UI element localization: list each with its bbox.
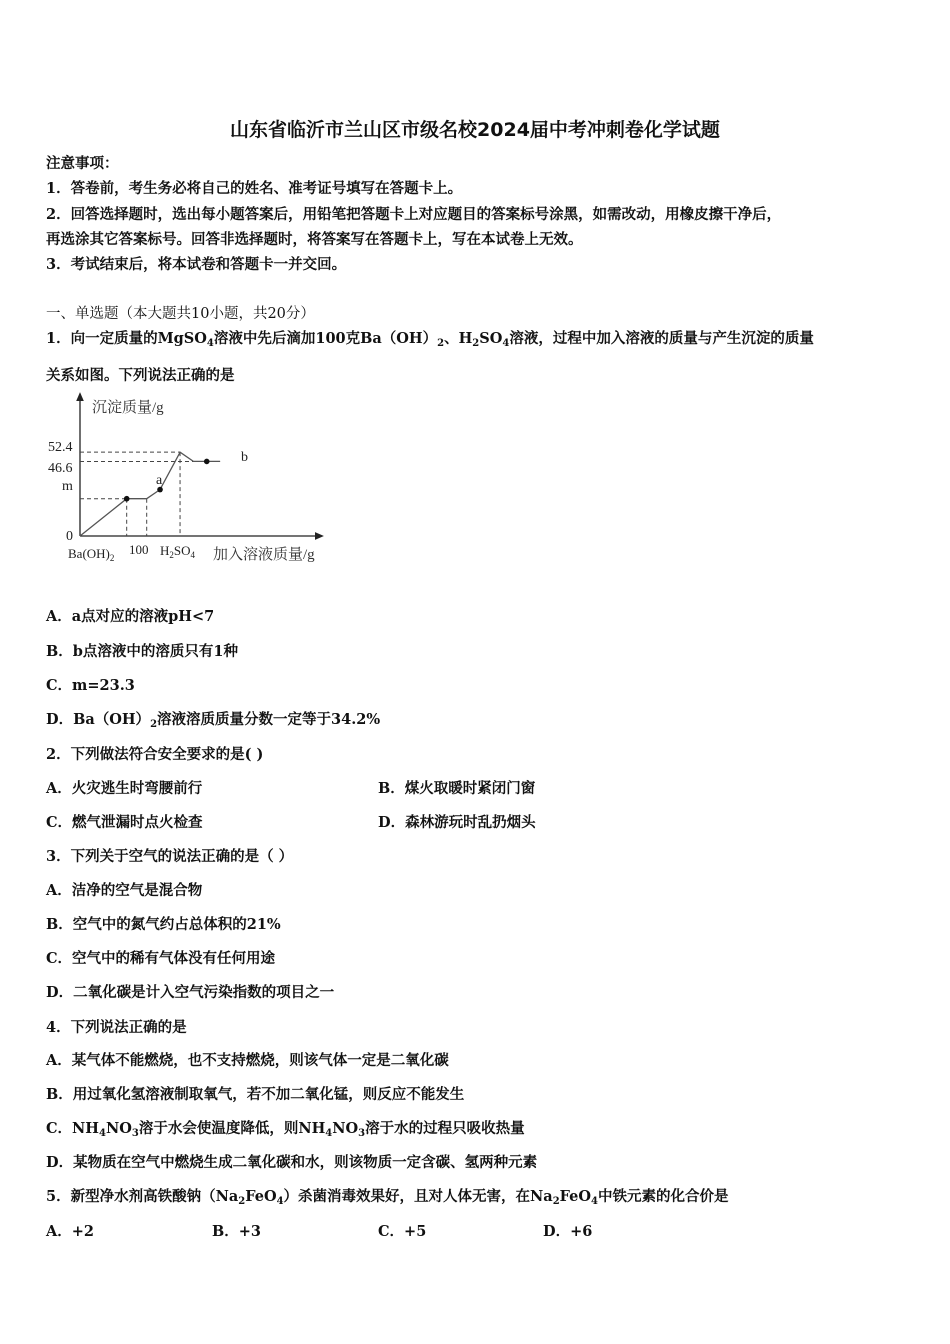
q5-option-a[interactable]: A．+2 (46, 1223, 94, 1240)
q1-sub-2b: 2 (472, 338, 480, 349)
chart-ytick-46-6: 46.6 (48, 461, 73, 476)
q1-option-d-text-a: D．Ba（OH） (46, 711, 151, 728)
q5-sub-4a: 4 (276, 1196, 284, 1207)
q5-text-a: 5．新型净水剂高铁酸钠（Na (46, 1188, 239, 1205)
q3-stem: 3．下列关于空气的说法正确的是（ ） (46, 848, 294, 865)
q1-option-d-text-b: 溶液溶质质量分数一定等于34.2% (157, 711, 381, 728)
q1-text-c: 、H (444, 330, 473, 347)
page-title: 山东省临沂市兰山区市级名校2024届中考冲刺卷化学试题 (230, 119, 720, 141)
q4-option-c-text-a: C．NH (46, 1120, 99, 1137)
q1-sub-4a: 4 (206, 338, 214, 349)
q5-text-c: ）杀菌消毒效果好，且对人体无害，在Na (283, 1188, 553, 1205)
q1-option-d[interactable] (46, 708, 380, 729)
chart-xlabel-h2so4: $H_2SO_4$ (160, 543, 196, 560)
q4-option-a[interactable]: A．某气体不能燃烧，也不支持燃烧，则该气体一定是二氧化碳 (46, 1052, 449, 1069)
q5-sub-2b: 2 (552, 1196, 560, 1207)
chart-ytick-m: m (62, 479, 73, 494)
q4-option-c-sub-4b: 4 (325, 1128, 333, 1139)
q2-option-d[interactable]: D．森林游玩时乱扔烟头 (378, 814, 536, 831)
q5-text-b: FeO (245, 1188, 277, 1205)
q1-option-a[interactable]: A．a点对应的溶液pH<7 (46, 608, 215, 625)
q1-text-d: SO (479, 330, 503, 347)
q3-option-d[interactable]: D．二氧化碳是计入空气污染指数的项目之一 (46, 984, 335, 1001)
q4-option-c-sub-3a: 3 (131, 1128, 139, 1139)
q3-option-a[interactable]: A．洁净的空气是混合物 (46, 882, 203, 899)
q1-option-b[interactable]: B．b点溶液中的溶质只有1种 (46, 643, 238, 660)
q5-stem (46, 1185, 729, 1206)
q4-option-c-text-d: 溶于水的过程只吸收热量 (365, 1120, 525, 1137)
q4-option-c[interactable] (46, 1117, 525, 1138)
q3-option-c[interactable]: C．空气中的稀有气体没有任何用途 (46, 950, 276, 967)
q5-text-b2: FeO (559, 1188, 592, 1205)
chart-xlabel-100: 100 (129, 542, 149, 557)
notice-heading: 注意事项： (46, 155, 119, 172)
q2-option-c[interactable]: C．燃气泄漏时点火检查 (46, 814, 203, 831)
q1-sub-2a: 2 (437, 338, 445, 349)
q1-option-d-sub: 2 (150, 719, 158, 730)
q4-option-c-text-b: NO (105, 1120, 132, 1137)
section-heading: 一、单选题（本大题共10小题，共20分） (46, 306, 315, 322)
q5-sub-4b: 4 (591, 1196, 598, 1207)
q4-option-c-sub-4a: 4 (99, 1128, 106, 1139)
q2-stem: 2．下列做法符合安全要求的是( ) (46, 746, 264, 763)
chart-series-line (80, 452, 220, 536)
chart-label-a: a (156, 473, 163, 488)
q1-text-e: 溶液，过程中加入溶液的质量与产生沉淀的质量 (509, 330, 814, 347)
q4-stem: 4．下列说法正确的是 (46, 1019, 187, 1036)
q5-sub-2a: 2 (238, 1196, 246, 1207)
q1-chart (40, 388, 360, 578)
notice-1: 1．答卷前，考生务必将自己的姓名、准考证号填写在答题卡上。 (46, 180, 463, 197)
chart-ylabel: 沉淀质量/g (92, 400, 164, 416)
chart-xlabel-baoh: $Ba(OH)_2$ (68, 546, 115, 563)
notice-2-cont: 再选涂其它答案标号。回答非选择题时，将答案写在答题卡上，写在本试卷上无效。 (46, 231, 583, 248)
q1-sub-4b: 4 (502, 338, 510, 349)
q5-option-d[interactable]: D．+6 (543, 1223, 593, 1240)
q5-text-d: 中铁元素的化合价是 (598, 1188, 729, 1205)
q4-option-d[interactable]: D．某物质在空气中燃烧生成二氧化碳和水，则该物质一定含碳、氢两种元素 (46, 1154, 538, 1171)
notice-2: 2．回答选择题时，选出每小题答案后，用铅笔把答题卡上对应题目的答案标号涂黑，如需改动，用橡皮擦干净后， (46, 206, 782, 223)
chart-point-m (124, 496, 130, 502)
notice-3: 3．考试结束后，将本试卷和答题卡一并交回。 (46, 256, 347, 273)
q1-option-c[interactable]: C．m=23.3 (46, 677, 135, 694)
q3-option-b[interactable]: B．空气中的氮气约占总体积的21% (46, 916, 281, 933)
q4-option-c-text-c: 溶于水会使温度降低，则NH (138, 1120, 326, 1137)
chart-ytick-0: 0 (66, 529, 73, 544)
q4-option-c-text-b2: NO (332, 1120, 359, 1137)
chart-ytick-52-4: 52.4 (48, 440, 73, 455)
chart-xlabel: 加入溶液质量/g (213, 547, 315, 563)
q2-option-b[interactable]: B．煤火取暖时紧闭门窗 (378, 780, 536, 797)
q1-stem-line2: 关系如图。下列说法正确的是 (46, 367, 235, 384)
chart-point-b (204, 459, 210, 465)
q1-stem-line1 (46, 327, 814, 348)
q1-text-a: 1．向一定质量的MgSO (46, 330, 207, 347)
q4-option-b[interactable]: B．用过氧化氢溶液制取氧气，若不加二氧化锰，则反应不能发生 (46, 1086, 465, 1103)
chart-label-b: b (241, 450, 248, 465)
q5-option-b[interactable]: B．+3 (212, 1223, 261, 1240)
q4-option-c-sub-3b: 3 (358, 1128, 366, 1139)
q2-option-a[interactable]: A．火灾逃生时弯腰前行 (46, 780, 203, 797)
q5-option-c[interactable]: C．+5 (378, 1223, 427, 1240)
q1-text-b: 溶液中先后滴加100克Ba（OH） (213, 330, 438, 347)
